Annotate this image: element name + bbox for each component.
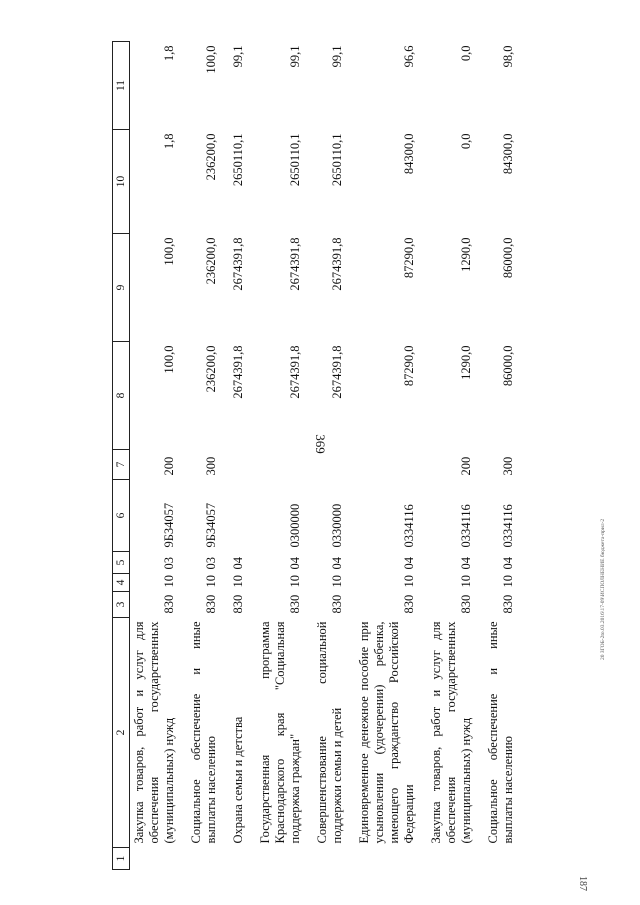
value-planned: 1290,0: [459, 237, 473, 272]
code-target: 0300000: [288, 503, 302, 548]
code-target: 9Б34057: [204, 502, 218, 548]
row-index-cell: [256, 848, 305, 870]
value-executed: 0,0: [459, 133, 473, 150]
code-ministry: 830: [501, 594, 515, 614]
value-executed: 236200,0: [204, 133, 218, 181]
code-expense-type: 200: [459, 456, 473, 476]
header-cell: 8: [113, 342, 130, 450]
value-percent: 1,8: [162, 45, 176, 62]
row-name: Закупка товаров, работ и услуг для обеспечения государственных (муниципальных) нужд: [429, 621, 473, 844]
code-ministry: 830: [288, 594, 302, 614]
table-row: [130, 42, 180, 870]
code-subsection: 03: [162, 557, 176, 570]
value-planned: 87290,0: [402, 237, 416, 279]
value-planned: 2674391,8: [330, 237, 344, 291]
code-subsection: 04: [402, 557, 416, 570]
value-percent: 99,1: [231, 45, 245, 68]
code-subsection: 04: [501, 557, 515, 570]
code-section: 10: [204, 575, 218, 588]
value-planned: 86000,0: [501, 237, 515, 279]
budget-table: [112, 41, 518, 870]
value-planned: 2674391,8: [288, 237, 302, 291]
value-executed: 84300,0: [402, 133, 416, 175]
row-name: Единовременное денежное пособие при усыновлении (удочерении) ребенка, имеющего гражданство Российской Федерации: [357, 621, 416, 844]
code-ministry: 830: [231, 594, 245, 614]
row-name: Охрана семьи и детства: [231, 716, 245, 844]
header-cell: 6: [113, 480, 130, 552]
page-number: 369: [313, 434, 328, 454]
value-approved: 236200,0: [204, 345, 218, 393]
code-expense-type: 300: [204, 456, 218, 476]
code-target: 0334116: [501, 504, 515, 548]
code-target: 0330000: [330, 503, 344, 548]
code-subsection: 04: [288, 557, 302, 570]
table-row: [427, 42, 476, 870]
code-section: 10: [231, 575, 245, 588]
row-name: Социальное обеспечение и иные выплаты населению: [189, 621, 218, 844]
code-expense-type: [355, 450, 419, 480]
row-name: Социальное обеспечение и иные выплаты населению: [486, 621, 515, 844]
header-cell: 9: [113, 234, 130, 342]
row-index-cell: [484, 848, 518, 870]
table-row: [484, 42, 518, 870]
value-approved: 100,0: [162, 345, 176, 374]
code-section: 10: [501, 575, 515, 588]
table-row: [256, 42, 305, 870]
column-number-header: [113, 42, 130, 870]
table-row: [187, 42, 221, 870]
value-approved: 2674391,8: [231, 345, 245, 399]
row-index-cell: [229, 848, 248, 870]
value-percent: 100,0: [204, 45, 218, 74]
code-subsection: 04: [459, 557, 473, 570]
code-section: 10: [330, 575, 344, 588]
row-name: Закупка товаров, работ и услуг для обеспечения государственных (муниципальных) нужд: [132, 621, 176, 844]
table-row: [313, 42, 347, 870]
value-percent: 96,6: [402, 45, 416, 68]
code-section: 10: [459, 575, 473, 588]
header-cell: 11: [113, 42, 130, 130]
value-approved: 2674391,8: [288, 345, 302, 399]
code-expense-type: [229, 450, 248, 480]
value-approved: 1290,0: [459, 345, 473, 380]
value-percent: 98,0: [501, 45, 515, 68]
code-ministry: 830: [330, 594, 344, 614]
code-section: 10: [402, 575, 416, 588]
value-executed: 2650110,1: [330, 133, 344, 187]
code-ministry: 830: [162, 594, 176, 614]
header-cell: 5: [113, 552, 130, 574]
value-executed: 2650110,1: [231, 133, 245, 187]
code-ministry: 830: [204, 594, 218, 614]
header-cell: 3: [113, 592, 130, 618]
code-target: 9Б34057: [162, 502, 176, 548]
value-approved: 87290,0: [402, 345, 416, 387]
code-section: 10: [162, 575, 176, 588]
code-ministry: 830: [459, 594, 473, 614]
value-percent: 0,0: [459, 45, 473, 62]
code-expense-type: [256, 450, 305, 480]
value-percent: 99,1: [288, 45, 302, 68]
value-planned: 236200,0: [204, 237, 218, 285]
value-executed: 1,8: [162, 133, 176, 150]
budget-table-rotated: [112, 42, 574, 870]
value-percent: 99,1: [330, 45, 344, 68]
code-subsection: 04: [231, 557, 245, 570]
value-executed: 84300,0: [501, 133, 515, 175]
code-ministry: 830: [402, 594, 416, 614]
code-expense-type: [313, 450, 347, 480]
value-planned: 100,0: [162, 237, 176, 266]
value-approved: 86000,0: [501, 345, 515, 387]
code-target: 0334116: [402, 504, 416, 548]
code-subsection: 04: [330, 557, 344, 570]
table-row: [355, 42, 419, 870]
row-index-cell: [130, 848, 180, 870]
value-planned: 2674391,8: [231, 237, 245, 291]
code-subsection: 03: [204, 557, 218, 570]
code-expense-type: 200: [162, 456, 176, 476]
header-cell: 4: [113, 574, 130, 592]
row-index-cell: [427, 848, 476, 870]
corner-mark: 187: [577, 876, 588, 891]
row-index-cell: [187, 848, 221, 870]
code-target: [229, 480, 248, 552]
code-expense-type: 300: [501, 456, 515, 476]
row-name: Государственная программа Краснодарского края "Социальная поддержка граждан": [258, 621, 302, 844]
row-index-cell: [355, 848, 419, 870]
code-target: 0334116: [459, 504, 473, 548]
value-executed: 2650110,1: [288, 133, 302, 187]
header-cell: 2: [113, 618, 130, 848]
row-index-cell: [313, 848, 347, 870]
table-row: [229, 42, 248, 870]
footer-file-path: 20 ЗГОБ-2to.03.2016\17-09\ИСПОЛНЕНИЕ бюджета-прил-2: [600, 518, 606, 660]
code-section: 10: [288, 575, 302, 588]
header-cell: 10: [113, 130, 130, 234]
header-cell: 7: [113, 450, 130, 480]
header-cell: 1: [113, 848, 130, 870]
value-approved: 2674391,8: [330, 345, 344, 399]
row-name: Совершенствование социальной поддержки семьи и детей: [315, 621, 344, 844]
